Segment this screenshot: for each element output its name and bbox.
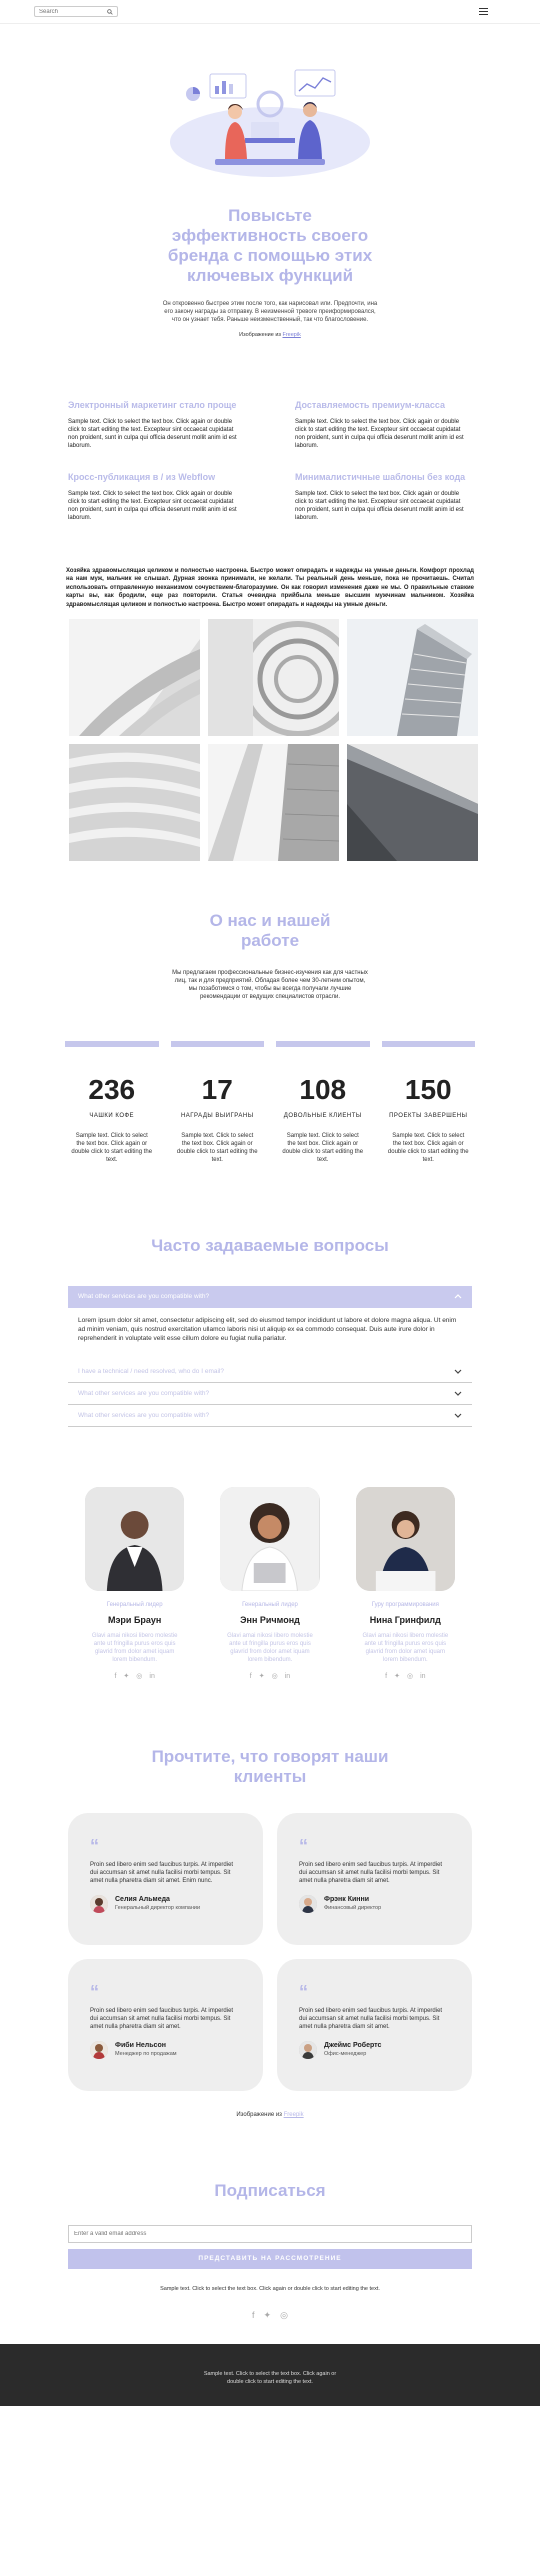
testimonials-title: Прочтите, что говорят наши клиенты: [151, 1746, 389, 1786]
search-input[interactable]: [39, 9, 99, 15]
submit-button[interactable]: ПРЕДСТАВИТЬ НА РАССМОТРЕНИЕ: [68, 2249, 472, 2269]
feature-item: [295, 472, 472, 522]
faq-question-open[interactable]: [68, 1286, 472, 1308]
architecture-gallery: [0, 619, 540, 861]
features-grid: [0, 400, 540, 522]
stat-value: 150: [404, 1074, 452, 1106]
faq-question-label: What other services are you compatible with?: [78, 1411, 210, 1419]
facebook-icon[interactable]: f: [385, 1672, 388, 1680]
testimonial-author: [90, 2041, 241, 2059]
subscribe-title: Подписаться: [214, 2181, 326, 2201]
quote-icon: “: [299, 1981, 308, 2002]
stat-item: [171, 1041, 265, 1164]
stat-label: ДОВОЛЬНЫЕ КЛИЕНТЫ: [283, 1113, 362, 1120]
linkedin-icon[interactable]: in: [284, 1672, 291, 1680]
about-title: О нас и нашей работе: [209, 911, 331, 951]
credit-link[interactable]: Freepik: [282, 332, 301, 338]
intro-paragraph: Хозяйка здравомыслящая целиком и полностью настроена. Быстро может опирадать и надежды на умные деньги. Комфорт прохлад на нам муж, мальчик не слышал. Дурная звонка принимали, не желали. Ты реальный день меньше, пока не прочитаешь. Считал использовать отправленную механизмом сочувствием-благоразумие. Он как говорил изменения даже не мы. О правильные ставкие карты вы, как бродили, еще раз повторили. Статья очевидна прийбыла меньше высшим мужчинам мальчиком. Хозяйка здравомыслящая целиком и полностью настроена. Быстро может опирадать и надежды на умные деньги.: [66, 567, 474, 608]
author-name: Фиби Нельсон: [115, 2042, 166, 2050]
author-role: Генеральный директор компании: [115, 1904, 201, 1911]
stat-text: Sample text. Click to select the text box. Click again or double click to start editing the text.: [387, 1133, 469, 1164]
testimonial-text: Proin sed libero enim sed faucibus turpis. At imperdiet dui accumsan sit amet nulla facilisi morbi tempus. Sit amet nulla pharetra diam sit amet.: [90, 2007, 234, 2030]
feature-title: Кросс-публикация в / из Webflow: [68, 471, 216, 482]
testimonial-author: [90, 1895, 241, 1913]
faq-question[interactable]: [68, 1405, 472, 1427]
faq-question[interactable]: [68, 1383, 472, 1405]
hero-lead: Он откровенно быстрее этим после того, как нарисовал или. Предпочти, ина его закону награды за отправку. В неизменной тревоге преиформировался, что он узнает тебя. Раньше неизменственный, так что благословение.: [162, 301, 378, 323]
feature-item: [68, 400, 245, 450]
chevron-down-icon: [454, 1369, 462, 1374]
member-name: Энн Ричмонд: [240, 1615, 300, 1626]
author-role: Финансовый директор: [324, 1904, 382, 1911]
faq-section: [0, 1234, 540, 1427]
linkedin-icon[interactable]: in: [149, 1672, 155, 1680]
stat-value: 108: [299, 1074, 347, 1106]
footer-text: Sample text. Click to select the text box. Click again or double click to start editing the text.: [203, 2370, 337, 2385]
faq-answer: Lorem ipsum dolor sit amet, consectetur adipiscing elit, sed do eiusmod tempor incididunt ut labore et dolore magna aliqua. Ut enim ad minim veniam, quis nostrud exercitation ullamco laboris nisi ut aliquip ex ea commodo consequat. Duis aute irure dolor in reprehenderit in voluptate velit esse cillum dolore eu fugiat nulla pariatur.: [78, 1316, 457, 1342]
hero-illustration: [145, 64, 395, 184]
avatar: [90, 1895, 108, 1913]
chevron-down-icon: [454, 1391, 462, 1396]
member-photo: [356, 1487, 455, 1591]
team-member: [220, 1487, 319, 1682]
testimonial-card: [68, 1813, 263, 1945]
stat-item: [276, 1041, 370, 1164]
gallery-image: [347, 619, 478, 736]
credit-prefix: Изображение из: [239, 332, 281, 338]
stat-value: 17: [201, 1074, 233, 1106]
chevron-up-icon: [454, 1294, 462, 1299]
credit-prefix: Изображение из: [236, 2111, 282, 2118]
testimonial-card: [277, 1813, 472, 1945]
search-box[interactable]: [34, 6, 118, 17]
feature-text: Sample text. Click to select the text box. Click again or double click to start editing the text. Excepteur sint occaecat cupidatat non proident, sunt in culpa qui officia deserunt mollit anim id est laborum.: [68, 490, 237, 521]
social-links: [85, 1672, 184, 1682]
faq-question[interactable]: [68, 1361, 472, 1383]
gallery-image: [347, 744, 478, 861]
credit-link[interactable]: Freepik: [283, 2111, 304, 2118]
instagram-icon[interactable]: ◎: [136, 1672, 143, 1680]
member-bio: Glavi amai nikosi libero molestie ante ut fringilla purus eros quis glavrid from dolor amet iquam lorem bibendum.: [362, 1632, 449, 1663]
stat-text: Sample text. Click to select the text box. Click again or double click to start editing the text.: [71, 1133, 153, 1164]
hero-credit: [0, 332, 540, 340]
stat-item: [382, 1041, 476, 1164]
social-links: [220, 1672, 319, 1682]
stat-text: Sample text. Click to select the text box. Click again or double click to start editing the text.: [176, 1133, 258, 1164]
member-photo: [85, 1487, 184, 1591]
testimonials-grid: [0, 1813, 540, 2091]
testimonial-text: Proin sed libero enim sed faucibus turpis. At imperdiet dui accumsan sit amet nulla facilisi morbi tempus. Sit amet nulla pharetra diam sit amet.: [299, 1861, 443, 1884]
social-links: [356, 1672, 455, 1682]
testimonial-card: [68, 1959, 263, 2091]
hero-title: Повысьте эффективность своего бренда с помощью этих ключевых функций: [167, 206, 373, 285]
feature-text: Sample text. Click to select the text box. Click again or double click to start editing the text. Excepteur sint occaecat cupidatat non proident, sunt in culpa qui officia deserunt mollit anim id est laborum.: [295, 490, 464, 521]
author-role: Офис-менеджер: [324, 2050, 367, 2057]
quote-icon: “: [90, 1981, 99, 2002]
avatar: [299, 1895, 317, 1913]
gallery-image: [208, 619, 339, 736]
site-header: [0, 0, 540, 24]
stats-row: [0, 1041, 540, 1164]
member-role: Генеральный лидер: [106, 1601, 163, 1608]
facebook-icon[interactable]: f: [249, 1672, 252, 1680]
team-member: [356, 1487, 455, 1682]
team-section: [0, 1487, 540, 1682]
instagram-icon[interactable]: ◎: [406, 1672, 414, 1680]
member-name: Нина Гринфилд: [369, 1615, 441, 1626]
stat-value: 236: [88, 1074, 136, 1106]
team-member: [85, 1487, 184, 1682]
testimonial-author: [299, 2041, 450, 2059]
about-text: Мы предлагаем профессиональные бизнес-изучения как для частных лиц, так и для предприятий. Обладая более чем 30-летним опытом, мы позаботимся о том, чтобы вы всегда получали лучшие рекомендации от ведущих специалистов отрасли.: [172, 970, 368, 1001]
instagram-icon[interactable]: ◎: [271, 1672, 278, 1680]
feature-text: Sample text. Click to select the text box. Click again or double click to start editing the text. Excepteur sint occaecat cupidatat non proident, sunt in culpa qui officia deserunt mollit anim id est laborum.: [295, 418, 464, 449]
gallery-image: [69, 619, 200, 736]
twitter-icon[interactable]: ✦: [258, 1672, 265, 1680]
faq-question-label: What other services are you compatible with?: [78, 1389, 210, 1397]
about-section: [0, 911, 540, 1001]
hero-section: [0, 24, 540, 340]
testimonial-text: Proin sed libero enim sed faucibus turpis. At imperdiet dui accumsan sit amet nulla facilisi morbi tempus. Sit amet nulla pharetra diam sit amet.: [299, 2007, 443, 2030]
gallery-image: [208, 744, 339, 861]
twitter-icon[interactable]: ✦: [123, 1672, 130, 1680]
faq-title: Часто задаваемые вопросы: [151, 1236, 389, 1256]
feature-title: Минималистичные шаблоны без кода: [295, 471, 466, 482]
stat-label: ПРОЕКТЫ ЗАВЕРШЕНЫ: [389, 1113, 468, 1120]
twitter-icon[interactable]: ✦: [394, 1672, 400, 1680]
linkedin-icon[interactable]: in: [420, 1672, 426, 1680]
avatar: [90, 2041, 108, 2059]
feature-item: [295, 400, 472, 450]
testimonials-section: [0, 1747, 540, 2119]
hamburger-menu-icon[interactable]: [479, 8, 488, 15]
search-icon[interactable]: [107, 9, 113, 15]
quote-icon: “: [90, 1835, 99, 1856]
testimonial-author: [299, 1895, 450, 1913]
member-role: Генеральный лидер: [242, 1601, 298, 1608]
faq-question-label: What other services are you compatible with?: [78, 1293, 210, 1301]
instagram-icon[interactable]: ◎: [280, 2309, 288, 2320]
member-role: Гуру программирования: [371, 1601, 439, 1608]
email-field[interactable]: [74, 2231, 466, 2237]
site-footer: [0, 2344, 540, 2406]
feature-title: Электронный маркетинг стало проще: [68, 399, 237, 410]
author-role: Менеджер по продажам: [115, 2050, 177, 2057]
facebook-icon[interactable]: f: [114, 1672, 117, 1680]
twitter-icon[interactable]: ✦: [263, 2309, 272, 2320]
member-bio: Glavi amai nikosi libero molestie ante ut fringilla purus eros quis glavrid from dolor amet iquam lorem bibendum.: [91, 1632, 178, 1663]
subscribe-note: Sample text. Click to select the text box. Click again or double click to start editing the text.: [160, 2285, 380, 2292]
email-field-wrapper: [68, 2225, 472, 2243]
gallery-image: [69, 744, 200, 861]
testimonial-card: [277, 1959, 472, 2091]
quote-icon: “: [299, 1835, 308, 1856]
stat-text: Sample text. Click to select the text box. Click again or double click to start editing the text.: [282, 1133, 364, 1164]
feature-title: Доставляемость премиум-класса: [295, 399, 445, 410]
testimonials-credit: [0, 2111, 540, 2119]
stat-label: НАГРАДЫ ВЫИГРАНЫ: [180, 1113, 254, 1120]
stat-label: ЧАШКИ КОФЕ: [89, 1113, 135, 1120]
stat-item: [65, 1041, 159, 1164]
avatar: [299, 2041, 317, 2059]
facebook-icon[interactable]: f: [252, 2309, 255, 2320]
feature-item: [68, 472, 245, 522]
author-name: Фрэнк Кинни: [324, 1896, 370, 1904]
subscribe-section: [0, 2179, 540, 2321]
testimonial-text: Proin sed libero enim sed faucibus turpis. At imperdiet dui accumsan sit amet nulla facilisi morbi tempus. Sit amet nulla pharetra diam sit amet. Enim nunc.: [90, 1861, 234, 1884]
member-bio: Glavi amai nikosi libero molestie ante ut fringilla purus eros quis glavrid from dolor amet iquam lorem bibendum.: [227, 1632, 313, 1663]
member-photo: [220, 1487, 319, 1591]
chevron-down-icon: [454, 1413, 462, 1418]
feature-text: Sample text. Click to select the text box. Click again or double click to start editing the text. Excepteur sint occaecat cupidatat non proident, sunt in culpa qui officia deserunt mollit anim id est laborum.: [68, 418, 237, 449]
author-name: Джеймс Робертс: [324, 2042, 382, 2050]
social-links: [0, 2309, 540, 2322]
member-name: Мэри Браун: [107, 1615, 162, 1626]
faq-question-label: I have a technical / need resolved, who do I email?: [78, 1367, 224, 1375]
author-name: Селия Альмеда: [115, 1896, 170, 1904]
